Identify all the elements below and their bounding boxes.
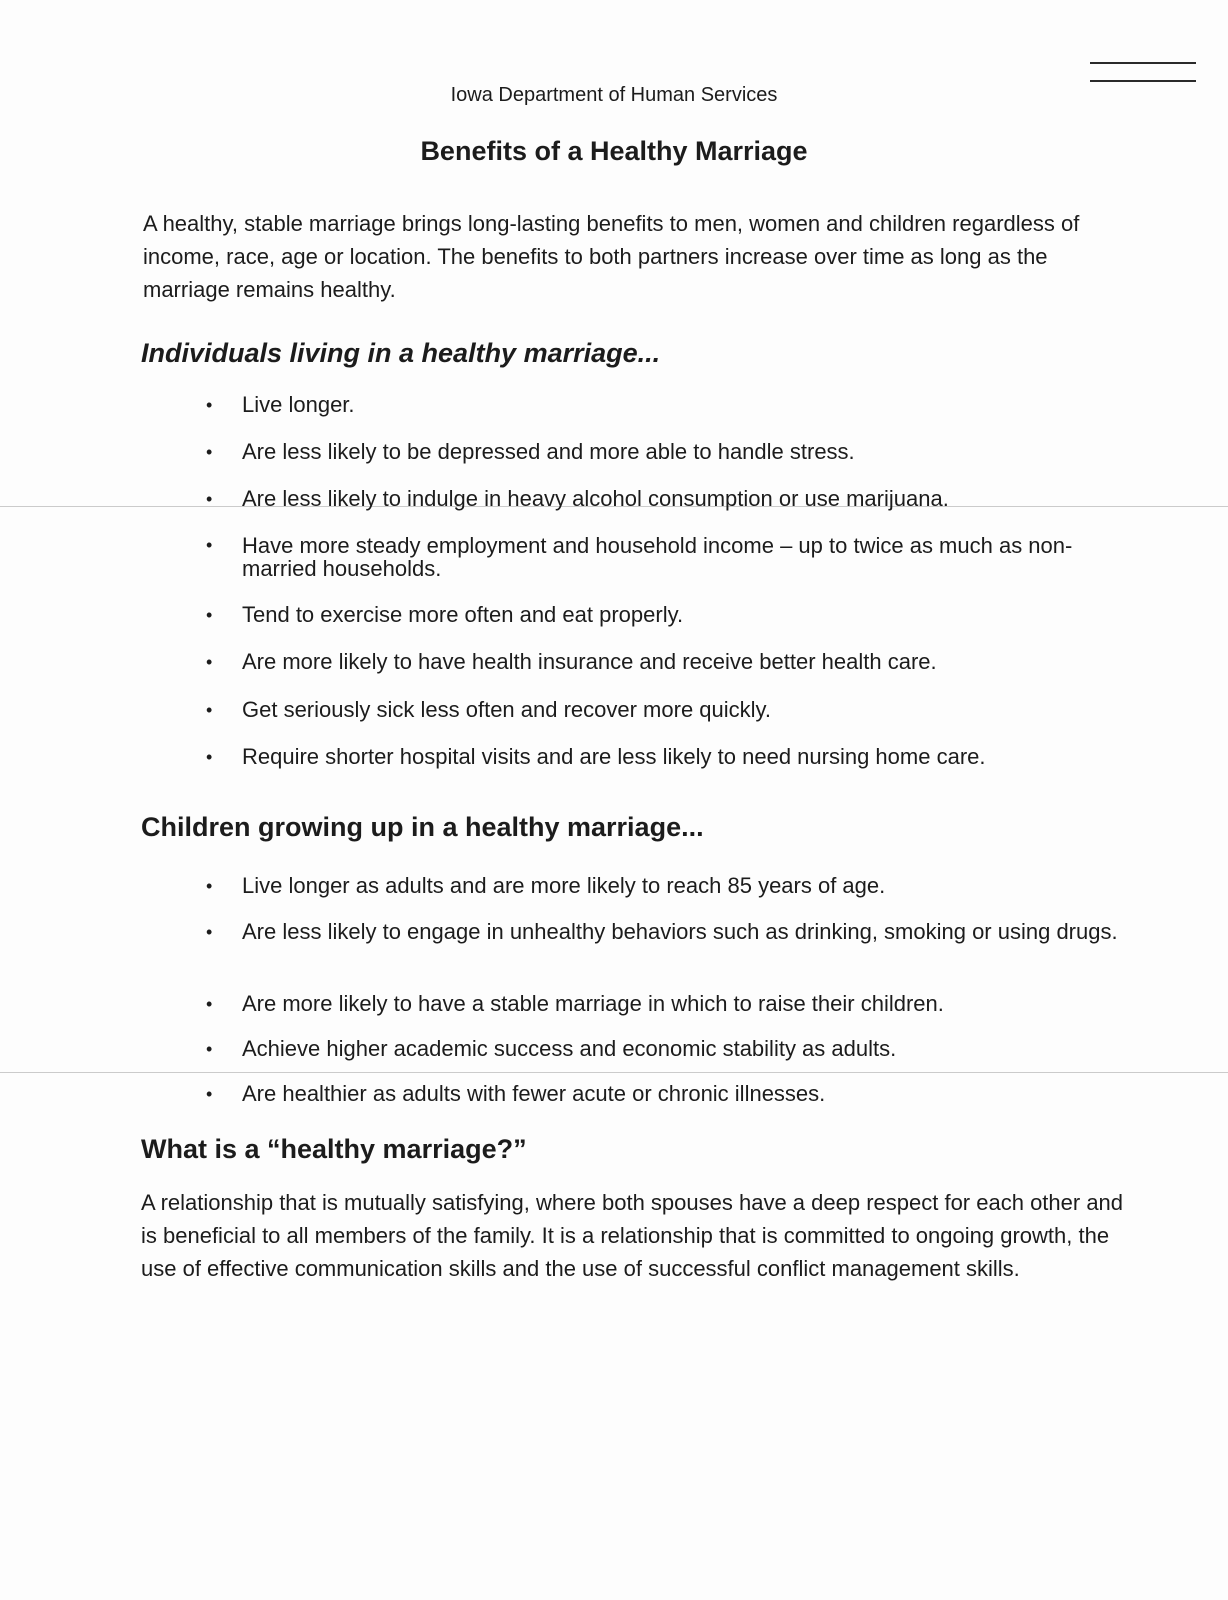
bullet-icon: • <box>206 876 213 896</box>
bullet-icon: • <box>206 994 213 1014</box>
bullet-icon: • <box>206 1039 213 1059</box>
list-item: • Are healthier as adults with fewer acute or chronic illnesses. <box>206 1081 826 1106</box>
list-item: • Live longer as adults and are more likely to reach 85 years of age. <box>206 873 886 898</box>
definition-heading: What is a “healthy marriage?” <box>141 1134 527 1164</box>
list-item: • Are less likely to engage in unhealthy behaviors such as drinking, smoking or using drugs. <box>206 919 1118 944</box>
bullet-icon: • <box>206 922 213 942</box>
list-item: • Are less likely to be depressed and more able to handle stress. <box>206 439 855 464</box>
bullet-icon: • <box>206 652 213 672</box>
definition-paragraph: A relationship that is mutually satisfying, where both spouses have a deep respect for each other and is beneficial to all members of the family. It is a relationship that is committed to ongoing growth, the use of effective communication skills and the use of successful conflict management skills. <box>141 1190 1124 1281</box>
children-heading: Children growing up in a healthy marriage... <box>141 812 704 842</box>
rule-line <box>1090 80 1196 82</box>
list-item: • Require shorter hospital visits and are less likely to need nursing home care. <box>206 744 986 769</box>
list-item: • Are more likely to have a stable marriage in which to raise their children. <box>206 991 944 1016</box>
rule-line <box>1090 62 1196 64</box>
list-item: • Tend to exercise more often and eat properly. <box>206 602 684 627</box>
bullet-icon: • <box>206 1084 213 1104</box>
list-item: • Have more steady employment and household income – up to twice as much as non-married households. <box>206 533 1073 581</box>
list-item: • Achieve higher academic success and economic stability as adults. <box>206 1036 897 1061</box>
organization-name: Iowa Department of Human Services <box>450 84 778 106</box>
list-item: • Live longer. <box>206 392 355 417</box>
scan-artifact-line <box>0 1072 1228 1073</box>
bullet-icon: • <box>206 747 213 767</box>
bullet-icon: • <box>206 605 213 625</box>
list-item: • Get seriously sick less often and recover more quickly. <box>206 697 772 722</box>
list-item: • Are less likely to indulge in heavy alcohol consumption or use marijuana. <box>206 486 949 511</box>
individuals-heading: Individuals living in a healthy marriage... <box>141 338 661 368</box>
bullet-icon: • <box>206 700 213 720</box>
page-title: Benefits of a Healthy Marriage <box>420 136 808 166</box>
bullet-icon: • <box>206 395 213 415</box>
bullet-icon: • <box>206 442 213 462</box>
bullet-icon: • <box>206 489 213 509</box>
intro-paragraph: A healthy, stable marriage brings long-lasting benefits to men, women and children regardless of income, race, age or location. The benefits to both partners increase over time as long as the marriage remains healthy. <box>143 211 1080 302</box>
bullet-icon: • <box>206 535 213 555</box>
list-item: • Are more likely to have health insurance and receive better health care. <box>206 649 937 674</box>
